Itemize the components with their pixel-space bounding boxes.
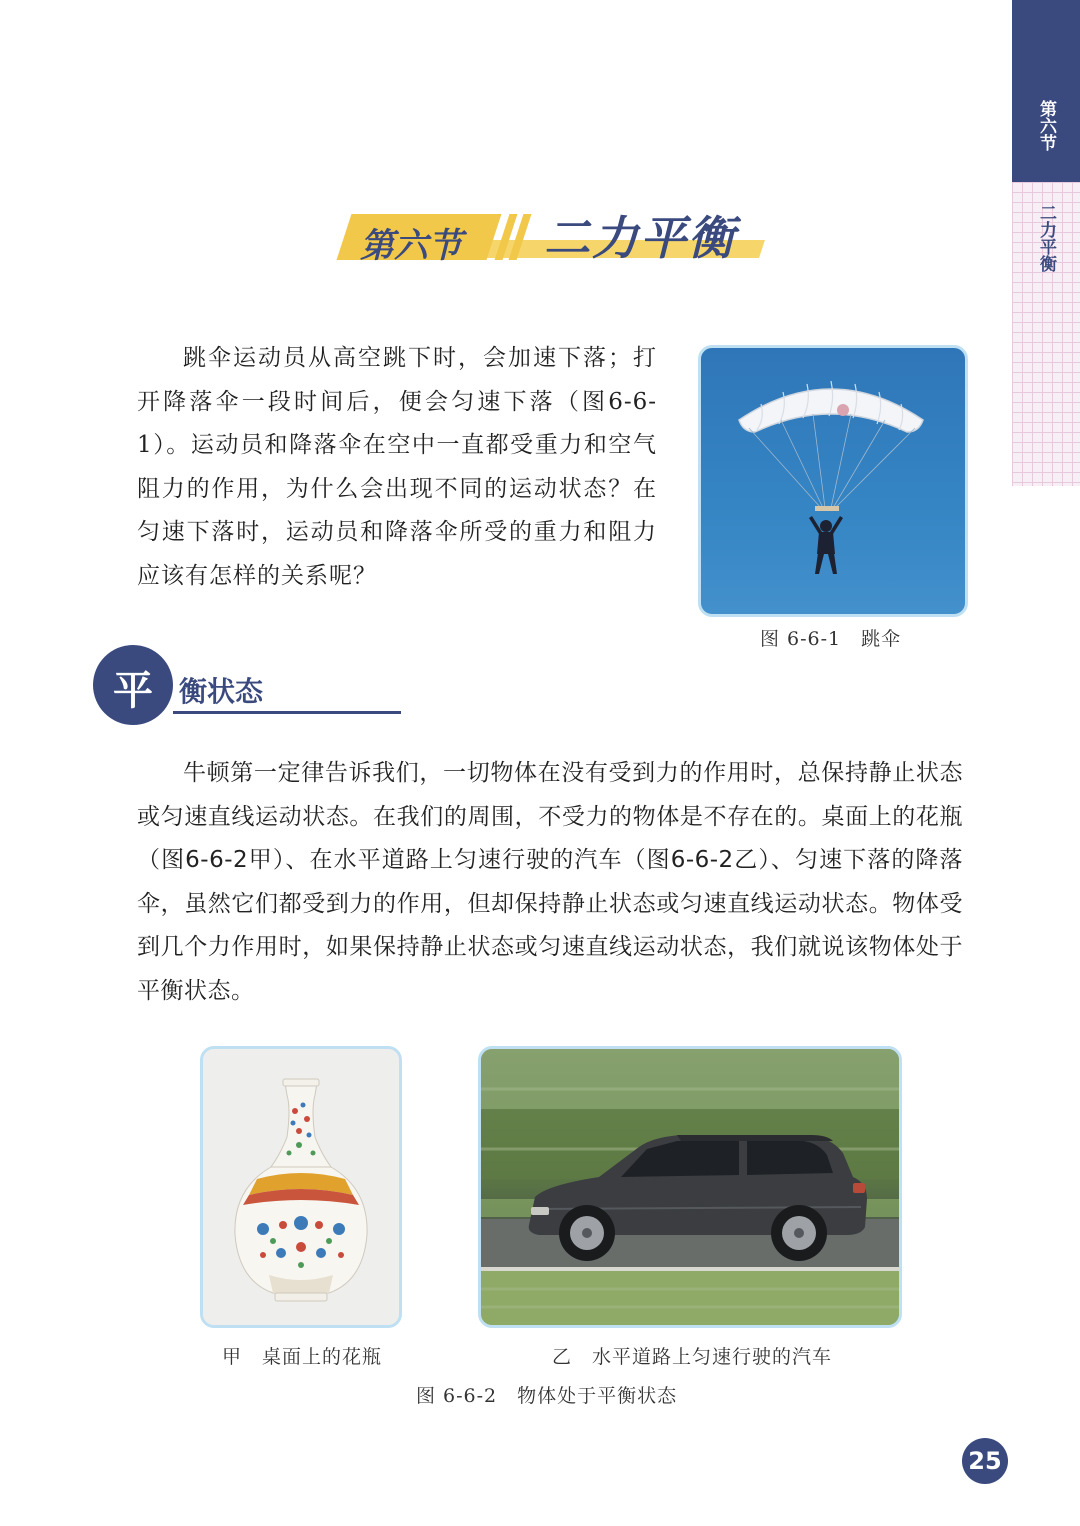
side-tab-section-label: 第六节 [1036, 100, 1056, 151]
page-title: 二力平衡 [544, 211, 736, 265]
section-heading [93, 645, 323, 725]
page-number: 25 [962, 1438, 1008, 1484]
figure-2-caption: 图 6-6-2 物体处于平衡状态 [416, 1385, 678, 1407]
car-figure [478, 1046, 902, 1328]
side-tab-section [1012, 0, 1080, 182]
section-heading-underline [173, 711, 401, 714]
intro-paragraph [137, 337, 657, 598]
figure-1-caption: 图 6-6-1 跳伞 [760, 628, 902, 650]
parachute-illustration [701, 348, 965, 614]
car-illustration [481, 1049, 899, 1325]
section-title-banner [330, 196, 770, 276]
section-heading-first-char: 平 [113, 668, 153, 714]
side-tab-chapter-label: 二力平衡 [1036, 204, 1056, 272]
title-section-number: 第六节 [360, 226, 462, 266]
section-heading-text: 衡状态 [179, 675, 264, 708]
figure-2b-caption: 乙 水平道路上匀速行驶的汽车 [552, 1346, 833, 1368]
vase-figure [200, 1046, 402, 1328]
side-tab-chapter [1012, 182, 1080, 486]
intro-text: 跳伞运动员从高空跳下时，会加速下落；打开降落伞一段时间后，便会匀速下落（图6-6-1）。运动员和降落伞在空中一直都受重力和空气阻力的作用，为什么会出现不同的运动状态？在匀速下落时，运动员和降落伞所受的重力和阻力应该有怎样的关系呢？ [137, 345, 657, 589]
vase-illustration [203, 1049, 399, 1325]
body-paragraph [137, 752, 963, 1013]
parachute-figure [698, 345, 968, 617]
figure-2a-caption: 甲 桌面上的花瓶 [222, 1346, 383, 1368]
body-text: 牛顿第一定律告诉我们，一切物体在没有受到力的作用时，总保持静止状态或匀速直线运动状态。在我们的周围，不受力的物体是不存在的。桌面上的花瓶（图6-6-2甲）、在水平道路上匀速行驶的汽车（图6-6-2乙）、匀速下落的降落伞，虽然它们都受到力的作用，但却保持静止状态或匀速直线运动状态。物体受到几个力作用时，如果保持静止状态或匀速直线运动状态，我们就说该物体处于平衡状态。 [137, 760, 963, 1004]
